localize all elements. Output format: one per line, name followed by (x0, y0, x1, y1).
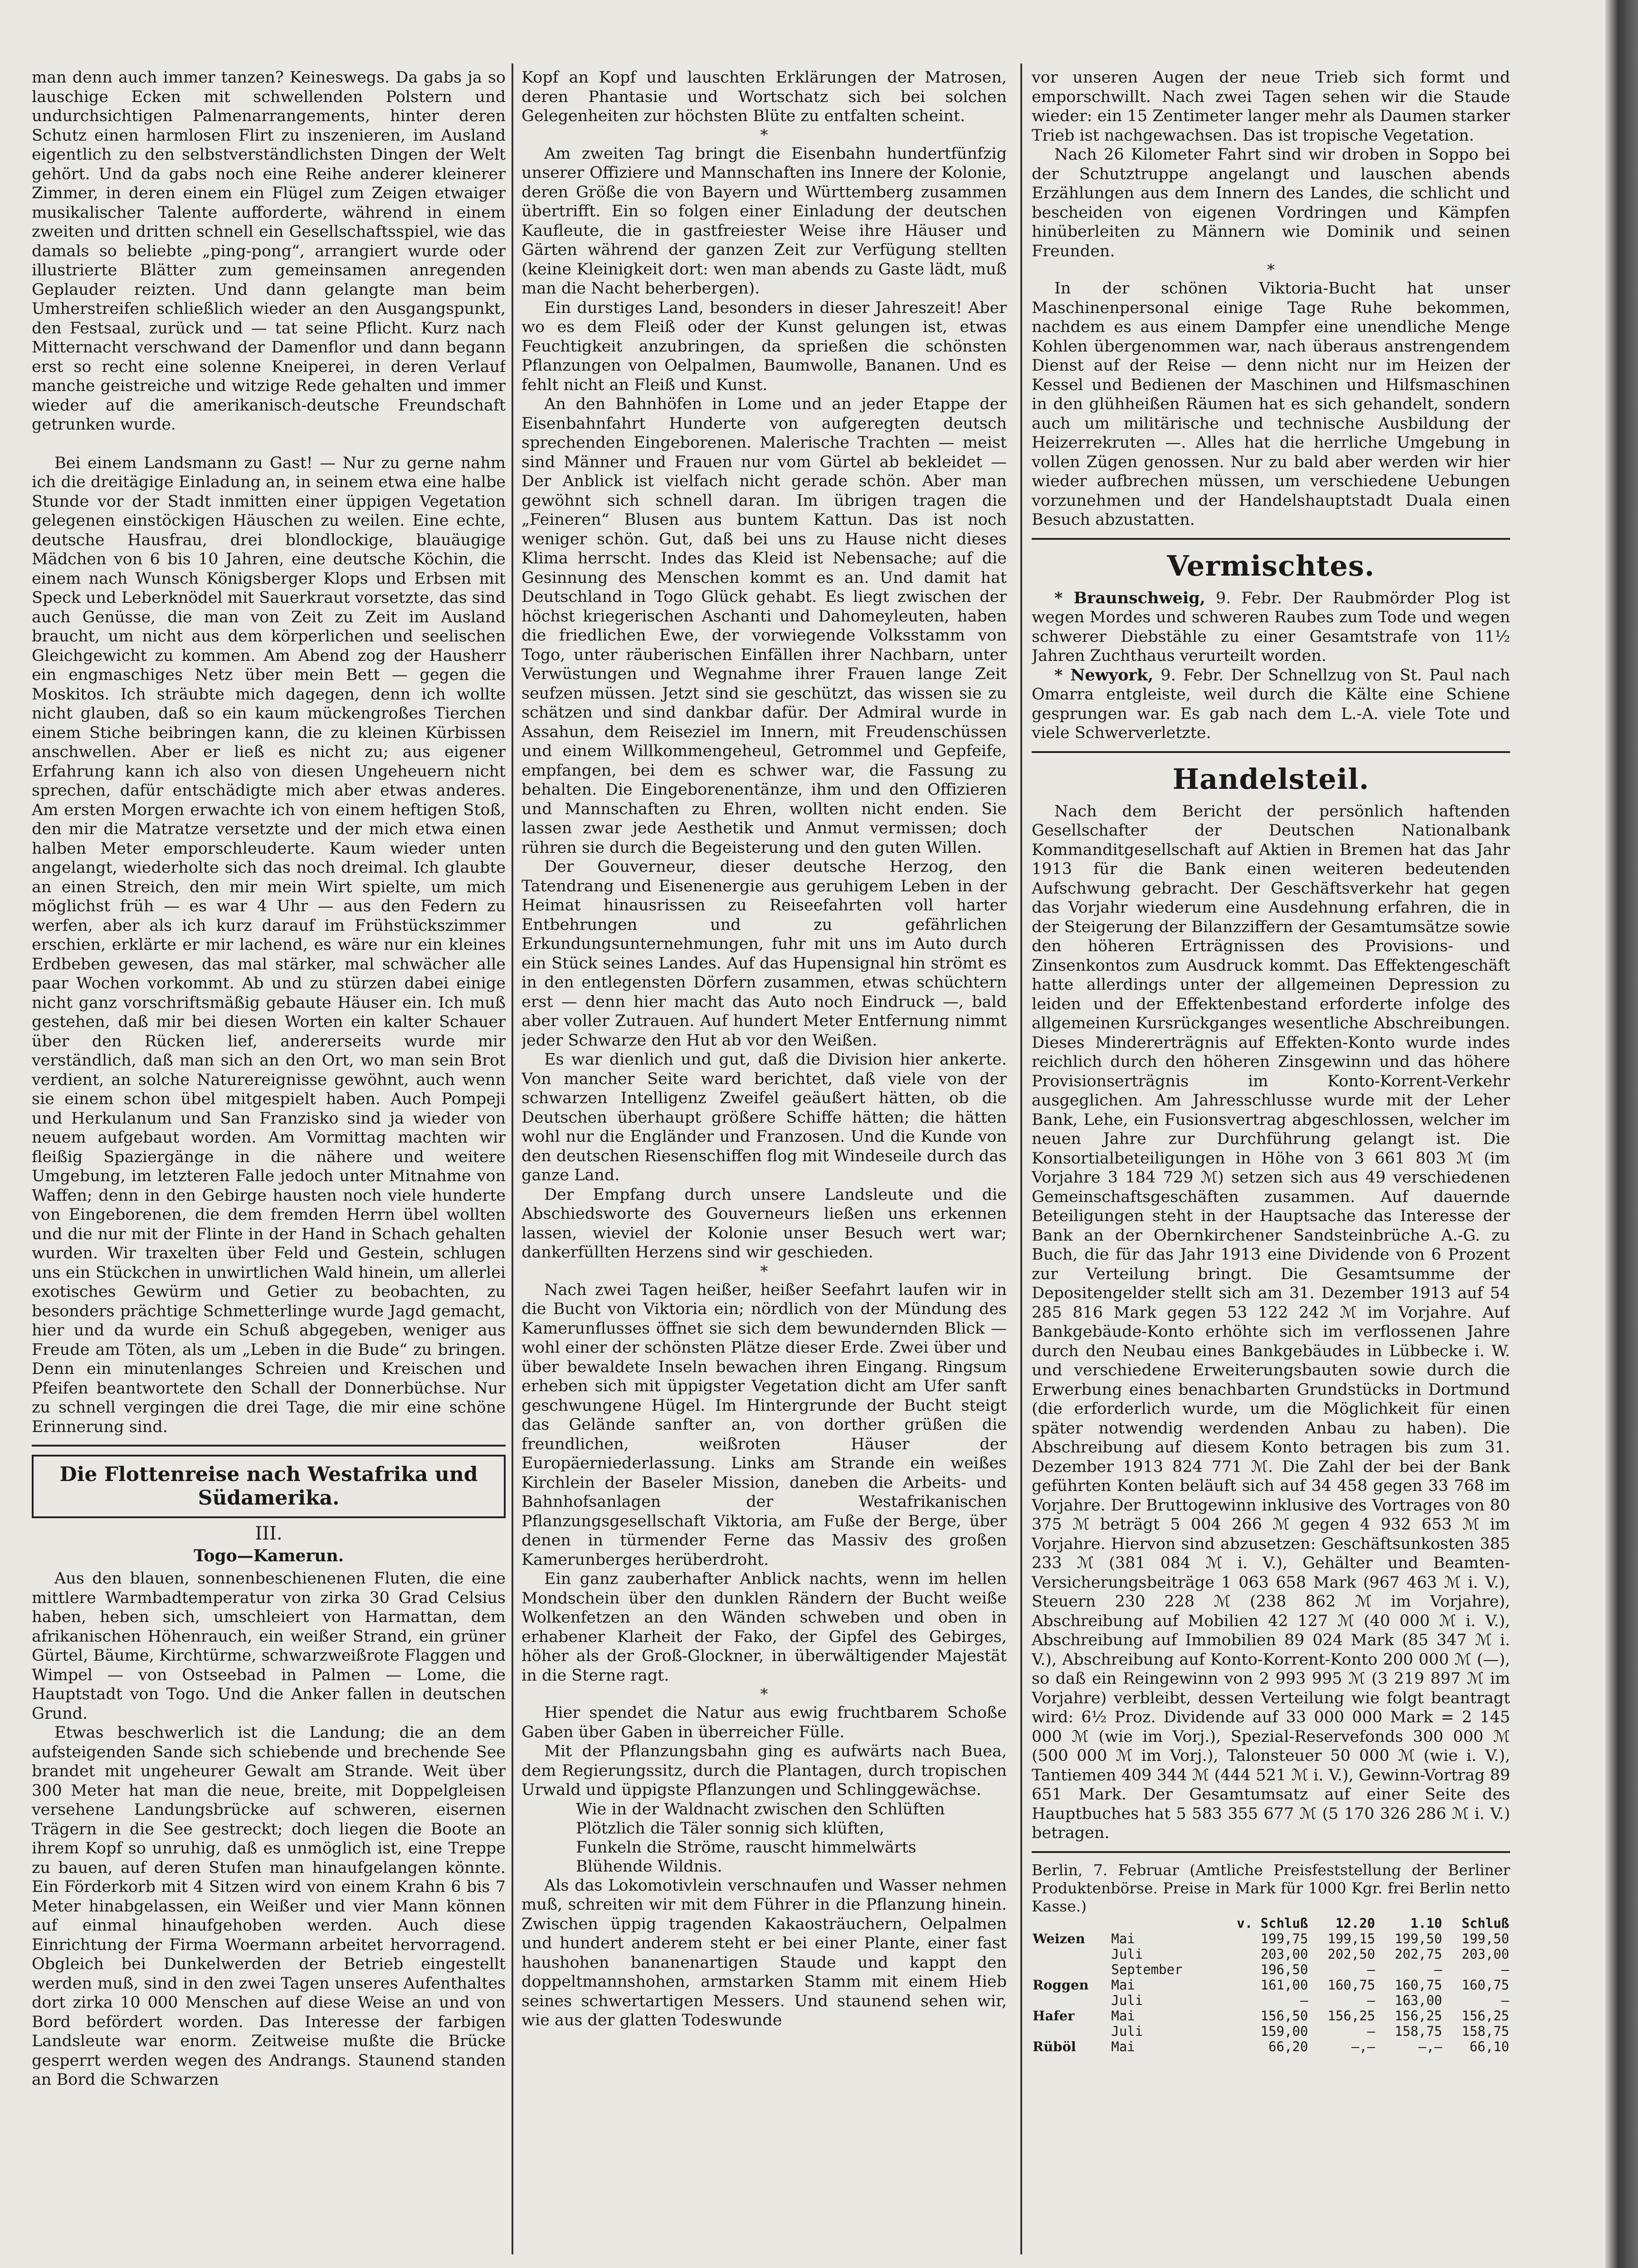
price-cell: 202,50 (1327, 1946, 1375, 1962)
price-cell: 196,50 (1260, 1961, 1308, 1977)
commodity-name (1032, 1962, 1110, 1977)
part-number: III. (255, 1523, 283, 1544)
news-item (1032, 666, 1510, 743)
price-table-body (1032, 1931, 1510, 2054)
section-divider (1032, 538, 1510, 540)
paragraph: Der Gouverneur, dieser deutsche Herzog, den Tatendrang und Eisenenergie aus geruhigem Leben in der Heimat hinausrissen zu Reiseefahrten voll harter Entbehrungen und zu gefährlichen Erkundungsunternehmungen, fuhr mit uns im Auto durch ein Stück seines Landes. Auf das Hupensignal hin strömt es in den entlegensten Dörfern zusammen, etwas schüchtern erst — denn hier macht das Auto noch Eindruck —, bald aber voller Zutrauen. Auf hundert Meter Entfernung nimmt jeder Schwarze den Hut ab vor den Weißen. (522, 858, 1007, 1050)
price-row (1032, 1962, 1510, 1977)
separator-star: * (760, 1685, 768, 1703)
paragraph: Kopf an Kopf und lauschten Erklärungen der Matrosen, deren Phantasie und Wortschatz sich bei solchen Gelegenheiten zur höchsten Blüte zu entfalten scheint. (522, 68, 1007, 125)
section-divider (1032, 751, 1510, 753)
poem-line: Funkeln die Ströme, rauscht himmelwärts (576, 1838, 916, 1857)
price-table-header: v. Schluß 12.20 1.10 Schluß (1237, 1915, 1509, 1931)
delivery-month: Mai (1111, 1931, 1135, 1946)
price-cell: 199,15 (1327, 1931, 1375, 1946)
poem-line: Wie in der Waldnacht zwischen den Schlüften (576, 1800, 945, 1818)
column-2 (522, 68, 1007, 2030)
price-cell: 203,00 (1260, 1946, 1308, 1962)
price-cell: 199,75 (1260, 1931, 1308, 1946)
column-1 (32, 68, 506, 2090)
article-title: Die Flottenreise nach Westafrika und Südamerika. (32, 1455, 506, 1518)
delivery-month: Mai (1111, 2038, 1135, 2054)
price-cell: 161,00 (1260, 1977, 1308, 1993)
delivery-month: Juli (1111, 1946, 1143, 1962)
commodity-name (1032, 1993, 1110, 2008)
delivery-month: September (1111, 1961, 1183, 1977)
poem-quote (522, 1800, 1007, 1876)
section-title-vermischtes: Vermischtes. (1167, 549, 1375, 582)
commodity-name (1032, 1946, 1110, 1962)
paragraph: Aus den blauen, sonnenbeschienenen Fluten, die eine mittlere Warmbadtemperatur von zirka 30 Grad Celsius haben, heben sich, umschleiert von Harmattan, dem afrikanischen Höhenrauch, ein weißer Strand, ein grüner Gürtel, Bäume, Kirchtürme, schwarzweißrote Flaggen und Wimpel — von Ostseebad in Palmen — Lome, die Hauptstadt von Togo. Und die Anker fallen in deutschen Grund. (32, 1569, 506, 1723)
delivery-month: Juli (1111, 2023, 1143, 2039)
column-rule-left (512, 64, 513, 2254)
delivery-month: Mai (1111, 1977, 1135, 1993)
paragraph: vor unseren Augen der neue Trieb sich formt und emporschwillt. Nach zwei Tagen sehen wir die Staude wieder: ein 15 Zentimeter langer mehr als Daumen starker Trieb ist nachgewachsen. Das ist tropische Vegetation. (1032, 68, 1510, 145)
commodity-name: Rüböl (1033, 2038, 1076, 2054)
price-cell: — (1367, 1992, 1375, 2008)
price-cell: — (1367, 2023, 1375, 2039)
separator-star: * (760, 126, 768, 144)
price-cell: 66,20 (1268, 2038, 1308, 2054)
paragraph: man denn auch immer tanzen? Keineswegs. Da gabs ja so lauschige Ecken mit schwellenden Polstern und undurchsichtigen Palmenarrangements, hinter deren Schutz einen harmlosen Flirt zu inszenieren, im Ausland eigentlich zu den selbstverständlichsten Dingen der Welt gehört. Und da gabs noch eine Reihe anderer kleinerer Zimmer, in deren einem ein Flügel zum Zeigen etwaiger musikalischer Talente aufforderte, während in einem zweiten und dritten schnell ein Gesellschaftsspiel, wie das damals so beliebte „ping-pong“, arrangiert wurde oder illustrierte Blätter zum gemeinsamen anregenden Geplauder reizten. Und dann gelangte man beim Umherstreifen schließlich wieder an den Ausgangspunkt, den Festsaal, zurück und — tat seine Pflicht. Kurz nach Mitternacht verschwand der Damenflor und dann begann erst so recht eine solenne Kneiperei, in deren Verlauf manche geistreiche und witzige Rede gehalten und immer wieder auf die amerikanisch-deutsche Freundschaft getrunken wurde. (32, 68, 506, 434)
poem-line: Blühende Wildnis. (576, 1857, 722, 1876)
price-cell: —,— (1418, 2038, 1443, 2054)
price-cell: 160,75 (1327, 1977, 1375, 1993)
commodity-name: Weizen (1033, 1931, 1085, 1946)
news-dateline: * Newyork, (1054, 665, 1154, 684)
paragraph: Ein ganz zauberhafter Anblick nachts, wenn im hellen Mondschein über den dunklen Rändern der Bucht weiße Wolkenfetzen an den Wänden schweben und oben in erhabener Klarheit der Fako, der Gipfel des Gebirges, höher als der Groß-Glockner, in überwältigender Majestät in die Sterne ragt. (522, 1570, 1007, 1685)
commodity-name (1032, 2024, 1110, 2039)
price-cell: 156,25 (1462, 2008, 1509, 2024)
separator-star: * (760, 1262, 768, 1281)
paragraph: Am zweiten Tag bringt die Eisenbahn hundertfünfzig unserer Offiziere und Mannschaften ins Innere der Kolonie, deren Größe die von Bayern und Württemberg zusammen übertrifft. Ein so folgen einer Einladung der deutschen Kaufleute, die in gastfreiester Weise ihre Häuser und Gärten während der ganzen Zeit zur Verfügung stellten (keine Kleinigkeit dort: wen man abends zu Gaste lädt, muß man die Nacht beherbergen). (522, 144, 1007, 298)
section-title-handelsteil: Handelsteil. (1172, 762, 1370, 796)
paragraph: Ein durstiges Land, besonders in dieser Jahreszeit! Aber wo es dem Fleiß oder der Kunst gelungen ist, etwas Feuchtigkeit anzubringen, da sprießen die schönsten Pflanzungen von Oelpalmen, Baumwolle, Bananen. Und es fehlt nicht an Fleiß und Kunst. (522, 298, 1007, 394)
poem-line: Plötzlich die Täler sonnig sich klüften, (576, 1819, 884, 1838)
price-row (1032, 1977, 1510, 1993)
news-item (1032, 589, 1510, 666)
paragraph: Etwas beschwerlich ist die Landung; die an dem aufsteigenden Sande sich schiebende und brechende See brandet mit ungeheurer Gewalt am Strande. Weit über 300 Meter hat man die neue, breite, mit Doppelgleisen versehene Landungsbrücke auf schweren, eisernen Trägern in die See gestreckt; doch liegen die Boote an ihrem Kopf so unruhig, daß es unmöglich ist, eine Treppe zu bauen, auf deren Stufen man hinaufgelangen könnte. Ein Förderkorb mit 4 Sitzen wird von einem Krahn 6 bis 7 Meter hinabgelassen, ein Weißer und vier Mann können auf einmal hinaufgehoben werden. Auch diese Einrichtung der Firma Woermann arbeitet hervorragend. Obgleich bei Dunkelwerden der Betrieb eingestellt werden muß, sind in den zwei Tagen unseres Aufenthaltes dort zirka 10 000 Menschen auf diese Weise an und von Bord befördert worden. Das Interesse der farbigen Landsleute war enorm. Zeitweise mußte die Brücke gesperrt werden wegen des Andrangs. Staunend standen an Bord die Schwarzen (32, 1724, 506, 2089)
price-cell: 156,25 (1327, 2008, 1375, 2024)
price-cell: 159,00 (1260, 2023, 1308, 2039)
price-row (1032, 1946, 1510, 1962)
price-list-intro: Berlin, 7. Februar (Amtliche Preisfeststellung der Berliner Produktenbörse. Preise in Mark für 1000 Kgr. frei Berlin netto Kasse.) (1032, 1861, 1510, 1915)
price-row (1032, 1931, 1510, 1946)
delivery-month: Juli (1111, 1992, 1143, 2008)
paragraph: Nach dem Bericht der persönlich haftenden Gesellschafter der Deutschen Nationalbank Kommanditgesellschaft auf Aktien in Bremen hat das Jahr 1913 für die Bank einen weiteren bedeutenden Aufschwung gebracht. Der Geschäftsverkehr hat gegen das Vorjahr wiederum eine Ausdehnung erfahren, die in der Steigerung der Bilanzziffern der Gesamtumsätze sowie den höheren Erträgnissen des Provisions- und Zinsenkontos zum Ausdruck kommt. Das Effektengeschäft hatte allerdings unter der allgemeinen Depression zu leiden und der Effektenbestand erforderte infolge des allgemeinen Kursrückganges wesentliche Abschreibungen. Dieses Mindererträgnis auf Effekten-Konto wurde indes reichlich durch den höheren Zinsgewinn und das höhere Provisionserträgnis im Konto-Korrent-Verkehr ausgeglichen. Am Jahresschlusse wurde mit der Leher Bank, Lehe, ein Fusionsvertrag abgeschlossen, welcher im neuen Jahre zur Durchführung gelangt ist. Die Konsortialbeteiligungen in Höhe von 3 661 803 ℳ (im Vorjahre 3 184 729 ℳ) setzen sich aus 49 verschiedenen Gemeinschaftsgeschäften zusammen. Auf dauernde Beteiligungen steht in der Hauptsache das Interesse der Bank an der Obernkirchener Sandsteinbrüche A.-G. zu Buch, die für das Jahr 1913 eine Dividende von 6 Prozent zur Verteilung bringt. Die Gesamtsumme der Depositengelder stellt sich am 31. Dezember 1913 auf 54 285 816 Mark gegen 53 122 242 ℳ im Vorjahre. Auf Bankgebäude-Konto erhöhte sich im verflossenen Jahre durch den Neubau eines Bankgebäudes in Lübbecke i. W. und verschiedene Erweiterungsbauten sowie durch die Erwerbung eines benachbarten Grundstücks in Dortmund (die erforderlich wurde, um die Möglichkeit für einen später notwendig werdenden Anbau zu haben). Die Abschreibung auf diesem Konto betragen bis zum 31. Dezember 1913 824 771 ℳ. Die Zahl der bei der Bank geführten Konten beläuft sich auf 34 458 gegen 33 768 im Vorjahre. Der Bruttogewinn inklusive des Vortrages von 80 375 ℳ beträgt 5 004 266 ℳ gegen 4 932 653 ℳ im Vorjahre. Hiervon sind abzusetzen: Geschäftsunkosten 385 233 ℳ (381 084 ℳ i. V.), Gehälter und Beamten-Versicherungsbeiträge 1 063 658 Mark (967 463 ℳ i. V.), Steuern 230 228 ℳ (238 862 ℳ im Vorjahre), Abschreibung auf Mobilien 42 127 ℳ (40 000 ℳ i. V.), Abschreibung auf Immobilien 89 024 Mark (85 347 ℳ i. V.), Abschreibung auf Konto-Korrent-Konto 200 000 ℳ (—), so daß ein Reingewinn von 2 993 995 ℳ (3 219 897 ℳ im Vorjahre) verbleibt, dessen Verteilung wie folgt beantragt wird: 6½ Proz. Dividende auf 33 000 000 Mark = 2 145 000 ℳ (wie im Vorj.), Spezial-Reservefonds 300 000 ℳ (500 000 ℳ im Vorj.), Talonsteuer 50 000 ℳ (wie i. V.), Tantiemen 409 344 ℳ (444 521 ℳ i. V.), Gewinn-Vortrag 89 651 Mark. Der Gesamtumsatz auf einer Seite des Hauptbuches hat 5 583 355 677 ℳ (5 170 326 286 ℳ i. V.) betragen. (1032, 802, 1510, 1842)
price-cell: — (1367, 1961, 1375, 1977)
price-row (1032, 2024, 1510, 2039)
price-row (1032, 1993, 1510, 2008)
separator-star: * (1267, 261, 1275, 279)
paragraph: Der Empfang durch unsere Landsleute und die Abschiedsworte des Gouverneurs ließen uns erkennen lassen, wieviel der Kolonie unser Besuch wert war; dankerfüllten Herzens sind wir geschieden. (522, 1185, 1007, 1261)
price-row (1032, 2008, 1510, 2024)
paragraph: Es war dienlich und gut, daß die Division hier ankerte. Von mancher Seite ward berichtet, daß viele von der schwarzen Intelligenz Zweifel geäußert hätten, ob die Deutschen überhaupt größere Schiffe hätten; die hätten wohl nur die Engländer und Franzosen. Und die Kunde von den deutschen Riesenschiffen flog mit Windeseile durch das ganze Land. (522, 1051, 1007, 1184)
price-cell: 199,50 (1462, 1931, 1509, 1946)
price-cell: 199,50 (1394, 1931, 1443, 1946)
price-cell: 156,50 (1260, 2008, 1308, 2024)
paragraph: Nach zwei Tagen heißer, heißer Seefahrt laufen wir in die Bucht von Viktoria ein; nördlich von der Mündung des Kamerunflusses öffnet sie sich dem bewundernden Blick — wohl einer der schönsten Plätze dieser Erde. Zwei über und über bewaldete Inseln bewachen ihren Eingang. Ringsum erheben sich mit üppigster Vegetation dicht am Ufer sanft geschwungene Hügel. Im Hintergrunde der Bucht steigt das Gelände sanfter an, von dorther grüßen die freundlichen, weißroten Häuser der Europäerniederlassung. Links am Strande ein weißes Kirchlein der Baseler Mission, daneben die Arbeits- und Bahnhofsanlagen der Westafrikanischen Pflanzungsgesellschaft Viktoria, am Fuße der Berge, über denen in türmender Ferne das Massiv des großen Kamerunberges herüberdroht. (522, 1281, 1007, 1569)
paragraph: Mit der Pflanzungsbahn ging es aufwärts nach Buea, dem Regierungssitz, durch die Plantagen, durch tropischen Urwald und üppigste Pflanzungen und Schlinggewächse. (522, 1742, 1007, 1799)
article-subtitle: Togo—Kamerun. (193, 1546, 344, 1565)
news-text: 9. Febr. Der Schnellzug von St. Paul nach Omarra entgleiste, weil durch die Kälte eine Schiene gesprungen war. Es gab nach dem L.-A. viele Tote und viele Schwerverletzte. (1032, 666, 1510, 742)
price-cell: 160,75 (1394, 1977, 1443, 1993)
price-cell: 158,75 (1394, 2023, 1443, 2039)
price-cell: — (1501, 1992, 1509, 2008)
price-table (1032, 1916, 1510, 2054)
price-cell: — (1434, 1961, 1443, 1977)
price-cell: — (1300, 1992, 1308, 2008)
column-3 (1032, 68, 1510, 2054)
paragraph: Nach 26 Kilometer Fahrt sind wir droben in Soppo bei der Schutztruppe angelangt und lauschen abends Erzählungen aus dem Innern des Landes, die schlicht und bescheiden von eigenen Vordringen und Kämpfen hinüberleiten zu Männern wie Dominik und seinen Freunden. (1032, 146, 1510, 260)
section-divider (32, 1445, 506, 1447)
paragraph: An den Bahnhöfen in Lome und an jeder Etappe der Eisenbahnfahrt Hunderte von aufgeregten deutsch sprechenden Eingeborenen. Malerische Trachten — meist sind Männer und Frauen nur vom Gürtel ab bekleidet — Der Anblick ist vielfach nicht gerade schön. Aber man gewöhnt sich schnell daran. Im übrigen tragen die „Feineren“ Blusen aus buntem Kattun. Das ist noch weniger schön. Gut, daß bei uns zu Hause nicht dieses Klima herrscht. Indes das Kleid ist Nebensache; auf die Gesinnung des Menschen kommt es an. Und damit hat Deutschland in Togo Glück gehabt. Es liegt zwischen der höchst kriegerischen Aschanti und Dahomeyleuten, haben die friedlichen Ewe, der vorwiegende Volksstamm von Togo, unter räuberischen Einfällen ihrer Nachbarn, unter Verwüstungen und Wegnahme ihrer Frauen lange Zeit seufzen müssen. Jetzt sind sie geschützt, das wissen sie zu schätzen und sind dankbar dafür. Der Admiral wurde in Assahun, dem Reiseziel im Innern, mit Freudenschüssen und einem Willkommengeheul, Getrommel und Gepfeife, empfangen, bei dem es schwer war, die Fassung zu behalten. Die Eingeborenentänze, ihm und den Offizieren und Mannschaften zu Ehren, wollten nicht enden. Sie lassen zwar jede Aesthetik und Anmut vermissen; doch rühren sie durch die Begeisterung und den guten Willen. (522, 395, 1007, 857)
price-cell: 203,00 (1462, 1946, 1509, 1962)
paragraph: Hier spendet die Natur aus ewig fruchtbarem Schoße Gaben über Gaben in überreicher Fülle. (522, 1704, 1007, 1741)
news-text: 9. Febr. Der Raubmörder Plog ist wegen Mordes und schweren Raubes zum Tode und wegen schwerer Diebstähle zu einer Gesamtstrafe von 11½ Jahren Zuchthaus verurteilt worden. (1032, 589, 1510, 665)
delivery-month: Mai (1111, 2008, 1135, 2024)
price-cell: 158,75 (1462, 2023, 1509, 2039)
book-spine (1605, 0, 1638, 2268)
paragraph: Bei einem Landsmann zu Gast! — Nur zu gerne nahm ich die dreitägige Einladung an, in seinem etwa eine halbe Stunde vor der Stadt inmitten einer üppigen Vegetation gelegenen einstöckigen Häuschen zu weilen. Eine echte, deutsche Hausfrau, drei blondlockige, blauäugige Mädchen von 6 bis 10 Jahren, eine deutsche Köchin, die einem nach Wunsch Königsberger Klops und Erbsen mit Speck und Leberknödel mit Sauerkraut vorsetzte, das sind auch Genüsse, die man von Zeit zu Zeit im Ausland braucht, um nicht aus dem körperlichen und seelischen Gleichgewicht zu kommen. Am Abend zog der Hausherr ein engmaschiges Netz über mein Bett — gegen die Moskitos. Ich sträubte mich dagegen, denn ich wollte nicht glauben, daß so ein kaum mückengroßes Tierchen einem Stiche beibringen kann, die zu kleinen Kürbissen anschwellen. Aber er ließ es nicht zu; aus eigener Erfahrung kann ich also von diesen Ungeheuern nicht sprechen, dafür entschädigte mich aber etwas anderes. Am ersten Morgen erwachte ich von einem heftigen Stoß, den mir die Matratze versetzte und der mich etwa einen halben Meter emporschleuderte. Kaum wieder unten angelangt, wiederholte sich das noch dreimal. Ich glaubte an einen Streich, den mir mein Wirt spielte, um mich möglichst früh — es war 4 Uhr — aus den Federn zu werfen, aber als ich kurz darauf im Frühstückszimmer erschien, erklärte er mir lachend, es wäre nur ein kleines Erdbeben gewesen, das mal stärker, mal schwächer alle paar Wochen vorkommt. Ab und zu stürzen dabei einige nicht ganz vorschriftsmäßig gebaute Häuser ein. Ich muß gestehen, daß mir bei diesen Worten ein kalter Schauer über den Rücken lief, andererseits wurde mir verständlich, daß man sich an den Ort, wo man sein Brot verdient, an solche Naturereignisse gewöhnt, auch wenn sie einem schon übel mitgespielt haben. Auch Pompeji und Herkulanum und San Franzisko sind ja wieder von neuem aufgebaut worden. Am Vormittag machten wir fleißig Spaziergänge in die nähere und weitere Umgebung, im letzteren Falle jedoch unter Mitnahme von Waffen; denn in den Gebirge hausten noch viele hunderte von Eingeborenen, die dem fremden Herrn übel wollten und die nur mit der Flinte in der Hand in Schach gehalten wurden. Wir traxelten über Feld und Gestein, schlugen uns ein Stückchen in unwirtlichen Wald hinein, um allerlei exotisches Gewürm und Getier zu beobachten, zu besonders prächtige Schmetterlinge wurde Jagd gemacht, hier und da wurde ein Schuß abgegeben, weniger aus Freude am Töten, als um „Leben in die Bude“ zu bringen. Denn ein minutenlanges Schreien und Kreischen und Pfeifen beantwortete den Schall der Donnerbüchse. Nur zu schnell vergingen die drei Tage, die mir eine schöne Erinnerung sind. (32, 454, 506, 1436)
price-cell: 160,75 (1462, 1977, 1509, 1993)
paragraph: In der schönen Viktoria-Bucht hat unser Maschinenpersonal einige Tage Ruhe bekommen, nachdem es aus einem Dampfer eine unendliche Menge Kohlen übergenommen war, nach überaus anstrengendem Dienst auf der Reise — denn nicht nur im Heizen der Kessel und Bedienen der Maschinen und Hilfsmaschinen in den glühheißen Räumen hat es sich gehandelt, sondern auch um militärische und technische Ausbildung der Heizerrekruten —. Alles hat die herrliche Umgebung in vollen Zügen genossen. Nur zu bald aber werden wir hier wieder aufbrechen müssen, um verschiedene Uebungen vorzunehmen und der Handelshauptstadt Duala einen Besuch abzustatten. (1032, 279, 1510, 529)
column-rule-right (1020, 64, 1022, 2254)
paragraph: Als das Lokomotivlein verschnaufen und Wasser nehmen muß, schreiten wir mit dem Führer in die Pflanzung hinein. Zwischen üppig tragenden Kakaosträuchern, Oelpalmen und hundert anderem steht er bei einer Plante, einer fast haushohen bananenartigen Staude und kappt den doppeltmannshohen, armstarken Stamm mit einem Hieb seines schwertartigen Messers. Und staunend sehen wir, wie aus der glatten Todeswunde (522, 1876, 1007, 2029)
price-cell: 163,00 (1394, 1992, 1443, 2008)
price-row (1032, 2039, 1510, 2054)
price-cell: 156,25 (1394, 2008, 1443, 2024)
commodity-name: Roggen (1033, 1977, 1089, 1993)
commodity-name: Hafer (1033, 2008, 1075, 2024)
price-cell: — (1501, 1961, 1509, 1977)
news-dateline: * Braunschweig, (1054, 588, 1205, 607)
price-cell: 202,75 (1394, 1946, 1443, 1962)
section-divider (1032, 1851, 1510, 1853)
price-cell: 66,10 (1469, 2038, 1509, 2054)
price-cell: —,— (1351, 2038, 1375, 2054)
